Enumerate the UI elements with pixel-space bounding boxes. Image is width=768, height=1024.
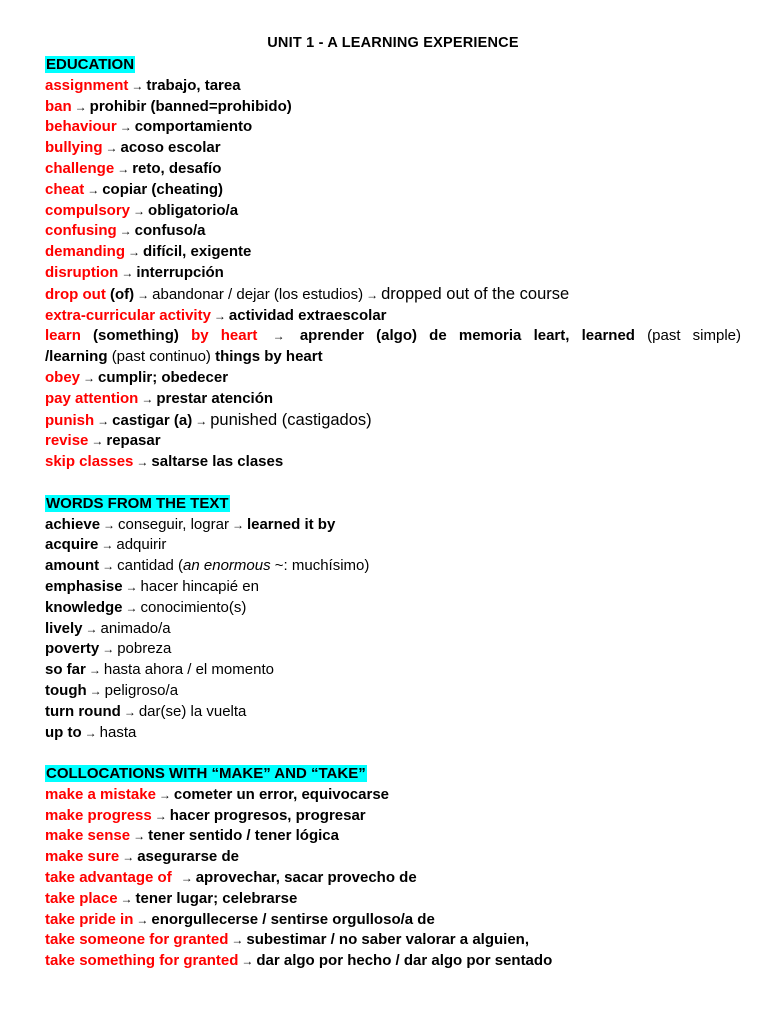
- vocab-definition: cometer un error, equivocarse: [173, 785, 390, 803]
- vocab-extra-note: things by heart: [215, 348, 323, 366]
- vocab-item: [45, 535, 741, 556]
- vocab-term: extra-curricular activity: [45, 306, 211, 324]
- vocab-item: [45, 681, 741, 702]
- arrow-icon: →: [119, 224, 132, 239]
- vocab-definition: aprender (algo) de memoria: [299, 327, 522, 345]
- arrow-icon: →: [97, 413, 110, 428]
- arrow-icon: →: [133, 203, 146, 218]
- vocab-term: make sense: [45, 827, 131, 845]
- arrow-icon: →: [137, 287, 150, 302]
- arrow-icon: →: [122, 850, 135, 865]
- vocab-item: [45, 76, 741, 97]
- arrow-icon: →: [133, 829, 146, 844]
- vocab-definition: repasar: [106, 432, 161, 450]
- vocab-term: challenge: [45, 159, 115, 177]
- page-title: UNIT 1 - A LEARNING EXPERIENCE: [267, 35, 519, 51]
- vocab-extra-note: /learning: [45, 348, 108, 366]
- vocab-term-middle: (something): [93, 327, 179, 345]
- vocab-term: confusing: [45, 222, 117, 240]
- vocab-definition: confuso/a: [134, 222, 206, 240]
- vocab-item: [45, 284, 741, 306]
- vocab-term: obey: [45, 368, 81, 386]
- vocab-term: bullying: [45, 139, 103, 157]
- section-header-words-from-text: [45, 494, 741, 515]
- vocab-item: [45, 577, 741, 598]
- vocab-item: [45, 639, 741, 660]
- vocab-item: [45, 723, 741, 744]
- vocab-item: [45, 263, 741, 284]
- vocab-term: take place: [45, 889, 118, 907]
- vocab-definition: aprovechar, sacar provecho de: [195, 869, 417, 887]
- vocab-item: [45, 221, 741, 242]
- section-header-label: EDUCATION: [46, 56, 135, 73]
- vocab-term: up to: [45, 723, 82, 741]
- vocab-term: achieve: [45, 515, 101, 533]
- vocab-item: [45, 930, 741, 951]
- arrow-icon: →: [125, 600, 138, 615]
- vocab-definition: hacer progresos, progresar: [169, 806, 366, 824]
- section-header-label: WORDS FROM THE TEXT: [46, 494, 229, 512]
- vocab-definition: dar(se) la vuelta: [138, 702, 247, 720]
- arrow-icon: →: [136, 912, 149, 927]
- vocab-term: tough: [45, 681, 87, 699]
- arrow-icon: →: [141, 391, 154, 406]
- vocab-extra-note: (past simple): [647, 327, 742, 345]
- vocab-item: [45, 826, 741, 847]
- vocab-item: [45, 410, 741, 432]
- vocab-term: compulsory: [45, 201, 131, 219]
- vocab-item: [45, 201, 741, 222]
- vocab-item: [45, 785, 741, 806]
- vocab-definition: interrupción: [136, 263, 224, 281]
- arrow-icon: →: [103, 517, 116, 532]
- arrow-icon: →: [128, 245, 141, 260]
- vocab-extra-note: punished (castigados): [210, 410, 372, 429]
- vocab-term: acquire: [45, 536, 99, 554]
- vocab-term: pay attention: [45, 389, 139, 407]
- vocab-item: [45, 619, 741, 640]
- arrow-icon: →: [136, 455, 149, 470]
- vocab-definition: tener sentido / tener lógica: [148, 827, 339, 845]
- vocab-definition: obligatorio/a: [148, 201, 239, 219]
- vocab-term: emphasise: [45, 577, 123, 595]
- arrow-icon: →: [231, 933, 244, 948]
- vocab-term: take someone for granted: [45, 931, 229, 949]
- arrow-icon: →: [180, 871, 193, 886]
- vocab-definition: acoso escolar: [120, 139, 221, 157]
- vocab-definition: conseguir, lograr: [118, 515, 229, 533]
- vocab-term: learn: [45, 327, 81, 345]
- arrow-icon: →: [241, 954, 254, 969]
- vocab-term: take something for granted: [45, 952, 239, 970]
- vocab-term: revise: [45, 432, 89, 450]
- arrow-icon: →: [272, 329, 285, 344]
- arrow-icon: →: [74, 99, 87, 114]
- arrow-icon: →: [231, 517, 244, 532]
- vocab-term: cheat: [45, 180, 85, 198]
- vocab-term: so far: [45, 661, 86, 679]
- vocab-definition: reto, desafío: [132, 159, 222, 177]
- vocab-term: take advantage of: [45, 869, 172, 887]
- arrow-icon: →: [85, 621, 98, 636]
- vocab-definition: subestimar / no saber valorar a alguien,: [246, 931, 529, 949]
- vocab-definition: hasta: [99, 723, 137, 741]
- vocab-definition: enorgullecerse / sentirse orgulloso/a de: [151, 910, 435, 928]
- arrow-icon: →: [88, 663, 101, 678]
- vocab-definition: conocimiento(s): [140, 598, 247, 616]
- arrow-icon: →: [154, 808, 167, 823]
- vocab-term: knowledge: [45, 598, 123, 616]
- vocab-term: ban: [45, 97, 72, 115]
- vocab-item: [45, 702, 741, 723]
- vocab-definition: ~: muchísimo): [270, 557, 370, 575]
- arrow-icon: →: [120, 891, 133, 906]
- vocab-term: disruption: [45, 263, 119, 281]
- vocab-term: skip classes: [45, 453, 134, 471]
- arrow-icon: →: [102, 559, 115, 574]
- vocab-item: [45, 97, 741, 118]
- arrow-icon: →: [121, 265, 134, 280]
- vocab-item: [45, 598, 741, 619]
- arrow-icon: →: [105, 141, 118, 156]
- vocab-definition: trabajo, tarea: [146, 76, 241, 94]
- arrow-icon: →: [195, 413, 208, 428]
- vocab-term: make progress: [45, 806, 152, 824]
- vocab-term: drop out: [45, 285, 106, 303]
- vocab-definition: copiar (cheating): [102, 180, 224, 198]
- vocab-term: make a mistake: [45, 785, 156, 803]
- vocab-definition: saltarse las clases: [151, 453, 284, 471]
- vocab-item: [45, 242, 741, 263]
- vocab-definition: animado/a: [100, 619, 171, 637]
- arrow-icon: →: [87, 182, 100, 197]
- vocab-definition: prestar atención: [156, 389, 274, 407]
- arrow-icon: →: [102, 642, 115, 657]
- arrow-icon: →: [101, 538, 114, 553]
- vocab-extra-note: leart, learned: [533, 327, 635, 345]
- vocab-extra-note: (past continuo): [111, 348, 211, 366]
- vocab-term: punish: [45, 411, 95, 429]
- vocab-term: assignment: [45, 76, 129, 94]
- vocab-definition: actividad extraescolar: [228, 306, 387, 324]
- vocab-item: [45, 951, 741, 972]
- vocab-item: [45, 660, 741, 681]
- vocab-term: amount: [45, 557, 100, 575]
- arrow-icon: →: [123, 704, 136, 719]
- arrow-icon: →: [83, 370, 96, 385]
- vocab-definition: difícil, exigente: [143, 243, 252, 261]
- vocab-definition: peligroso/a: [104, 681, 179, 699]
- arrow-icon: →: [89, 683, 102, 698]
- vocab-term: make sure: [45, 848, 120, 866]
- vocab-definition: hasta ahora / el momento: [103, 661, 274, 679]
- vocab-item: [45, 452, 741, 473]
- vocab-definition: comportamiento: [134, 118, 253, 136]
- vocab-item: [45, 910, 741, 931]
- vocab-item: [45, 515, 741, 536]
- vocab-definition: prohibir (banned=prohibido): [89, 97, 292, 115]
- vocab-item: [45, 306, 741, 327]
- vocab-item: [45, 180, 741, 201]
- vocab-item: [45, 368, 741, 389]
- vocab-definition: dar algo por hecho / dar algo por sentado: [256, 952, 553, 970]
- vocab-term-part2: by heart: [191, 327, 258, 345]
- vocab-item: [45, 389, 741, 410]
- vocab-term: behaviour: [45, 118, 117, 136]
- section-spacer: [45, 743, 741, 764]
- vocab-item: [45, 431, 741, 452]
- vocab-definition: hacer hincapié en: [140, 577, 259, 595]
- vocab-extra-note: learned it by: [246, 515, 336, 533]
- vocab-definition: asegurarse de: [137, 848, 239, 866]
- arrow-icon: →: [125, 579, 138, 594]
- vocab-term-suffix: (of): [110, 285, 135, 303]
- section-header-label: COLLOCATIONS WITH “MAKE” AND “TAKE”: [46, 765, 366, 783]
- arrow-icon: →: [158, 787, 171, 802]
- vocab-item: [45, 138, 741, 159]
- vocab-item: [45, 806, 741, 827]
- vocab-definition: castigar (a): [112, 411, 193, 429]
- arrow-icon: →: [117, 161, 130, 176]
- vocab-definition: cumplir; obedecer: [98, 368, 229, 386]
- arrow-icon: →: [213, 308, 226, 323]
- arrow-icon: →: [119, 120, 132, 135]
- arrow-icon: →: [131, 78, 144, 93]
- vocab-item: [45, 868, 741, 889]
- vocab-definition: tener lugar; celebrarse: [135, 889, 298, 907]
- vocab-extra-note: dropped out of the course: [381, 284, 570, 303]
- vocab-term: lively: [45, 619, 83, 637]
- arrow-icon: →: [91, 434, 104, 449]
- vocab-term: poverty: [45, 640, 100, 658]
- vocab-item: [45, 159, 741, 180]
- vocab-item: [45, 556, 741, 577]
- vocab-definition: pobreza: [117, 640, 172, 658]
- vocabulary-content: [45, 55, 741, 972]
- section-spacer: [45, 473, 741, 494]
- vocab-term: demanding: [45, 243, 126, 261]
- vocab-definition: cantidad (: [117, 557, 184, 575]
- vocab-item: [45, 847, 741, 868]
- vocab-item: [45, 889, 741, 910]
- vocab-definition-italic: an enormous: [183, 557, 271, 575]
- section-header-collocations: [45, 764, 741, 785]
- vocab-term: take pride in: [45, 910, 134, 928]
- arrow-icon: →: [84, 725, 97, 740]
- arrow-icon: →: [366, 287, 379, 302]
- section-header-education: [45, 55, 741, 76]
- vocab-item: [45, 326, 741, 347]
- vocab-definition: abandonar / dejar (los estudios): [152, 285, 364, 303]
- vocab-term: turn round: [45, 702, 121, 720]
- vocab-definition: adquirir: [116, 536, 167, 554]
- vocab-item: [45, 117, 741, 138]
- vocab-item-continuation: [45, 347, 741, 368]
